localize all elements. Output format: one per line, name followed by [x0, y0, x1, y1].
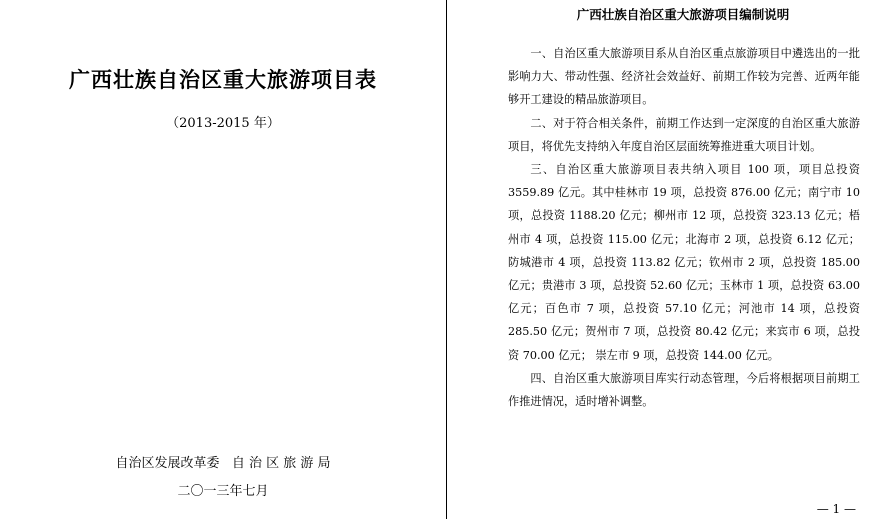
notes-body: [508, 42, 860, 413]
document-title: 广西壮族自治区重大旅游项目表: [69, 68, 377, 92]
notes-paragraph-3: 三、自治区重大旅游项目表共纳入项目 100 项，项目总投资 3559.89 亿元。其中桂林市 19 项，总投资 876.00 亿元；南宁市 10 项，总投资 1188.20 亿元；柳州市 12 项，总投资 323.13 亿元；梧州市 4 项，总投资 115.00 亿元；北海市 2 项，总投资 6.12 亿元；防城港市 4 项，总投资 113.82 亿元；钦州市 2 项，总投资 185.00 亿元；贵港市 3 项，总投资 52.60 亿元；玉林市 1 项，总投资 63.00 亿元；百色市 7 项，总投资 57.10 亿元；河池市 14 项，总投资 285.50 亿元；贺州市 7 项，总投资 80.42 亿元；来宾市 6 项，总投资 70.00 亿元； 崇左市 9 项，总投资 144.00 亿元。: [508, 163, 860, 362]
notes-title: 广西壮族自治区重大旅游项目编制说明: [576, 7, 790, 22]
issue-date: 二〇一三年七月: [177, 484, 269, 499]
page-number: — 1 —: [816, 502, 856, 516]
notes-paragraph-4: 四、自治区重大旅游项目库实行动态管理，今后将根据项目前期工作推进情况，适时增补调整。: [508, 371, 860, 409]
notes-paragraph-1: 一、自治区重大旅游项目系从自治区重点旅游项目中遴选出的一批影响力大、带动性强、经济社会效益好、前期工作较为完善、近两年能够开工建设的精品旅游项目。: [508, 47, 860, 107]
cover-page: [0, 0, 446, 519]
issuer-label: 自治区发展改革委 自 治 区 旅 游 局: [115, 456, 331, 471]
period-label: （2013-2015 年）: [166, 116, 280, 131]
notes-paragraph-2: 二、对于符合相关条件，前期工作达到一定深度的自治区重大旅游项目，将优先支持纳入年度自治区层面统筹推进重大项目计划。: [508, 116, 860, 153]
page-divider: [446, 0, 447, 519]
notes-page: [448, 0, 894, 519]
